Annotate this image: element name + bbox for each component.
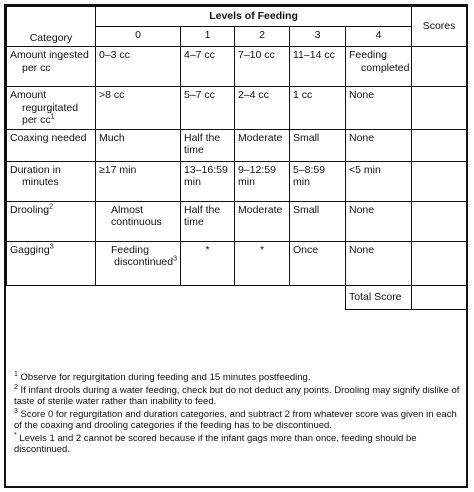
level-cell	[346, 87, 412, 130]
table-row	[7, 161, 467, 201]
cell-text-cont: min	[238, 176, 255, 188]
cell-text-cont: min	[293, 176, 310, 188]
category-label-cont: regurgitated	[22, 101, 79, 114]
cell-text: Small	[293, 131, 320, 144]
footnote-3	[14, 409, 460, 432]
category-label: Duration in	[10, 163, 61, 176]
score-cell	[412, 161, 467, 201]
cell-text: Moderate	[238, 131, 283, 144]
cell-text: 2–4 cc	[238, 89, 269, 101]
level-cell	[346, 129, 412, 161]
cell-text: 11–14 cc	[293, 49, 335, 61]
category-cell	[7, 161, 96, 201]
cell-text: 9–12:59	[238, 163, 276, 176]
cell-text: 1 cc	[293, 89, 313, 101]
level-header-1: 1	[181, 27, 235, 47]
level-cell	[235, 47, 290, 87]
cell-text-cont: time	[184, 144, 204, 156]
cell-text: Almost	[111, 203, 144, 216]
level-cell	[235, 241, 290, 285]
table-row	[7, 87, 467, 130]
footnote-mark: 2	[49, 203, 54, 210]
category-label: Coaxing needed	[10, 131, 87, 144]
cell-text: 7–10 cc	[238, 49, 275, 61]
table-row	[7, 201, 467, 241]
score-cell	[412, 201, 467, 241]
level-header-2: 2	[235, 27, 290, 47]
footnote-mark: 1	[50, 113, 55, 121]
cell-text: >8 cc	[99, 89, 125, 101]
total-score-label: Total Score	[346, 285, 412, 309]
level-cell	[96, 47, 181, 87]
total-row-spacer	[7, 285, 346, 309]
cell-text: Small	[293, 203, 320, 216]
level-cell	[181, 161, 235, 201]
cell-text: None	[349, 89, 375, 101]
level-cell	[235, 161, 290, 201]
category-label-cont: per cc	[22, 114, 51, 126]
feeding-score-document	[4, 4, 468, 488]
footnote-text: Score 0 for regurgitation and duration categories, and subtract 2 from whatever score was given in each of the coaxing and drooling categories if the feeding has to be discontinued.	[14, 408, 457, 431]
level-cell	[290, 87, 346, 130]
level-cell	[290, 47, 346, 87]
cell-text-cont: completed	[361, 61, 410, 74]
score-cell	[412, 129, 467, 161]
score-cell	[412, 87, 467, 130]
footnote-text: Observe for regurgitation during feeding and 15 minutes postfeeding.	[17, 372, 311, 383]
category-cell	[7, 129, 96, 161]
cell-text: 5–7 cc	[184, 89, 215, 101]
level-cell	[235, 87, 290, 130]
table-row	[7, 129, 467, 161]
cell-text-cont: time	[184, 216, 204, 228]
category-cell	[7, 87, 96, 130]
table-row	[7, 241, 467, 285]
asterisk-mark: *	[205, 243, 210, 256]
level-cell	[96, 129, 181, 161]
cell-text: Half the	[184, 203, 221, 216]
footnote-text: Levels 1 and 2 cannot be scored because if the infant gags more than once, feeding should be discontinued.	[14, 432, 417, 455]
cell-text: None	[349, 203, 375, 216]
level-cell	[181, 201, 235, 241]
cell-text-cont: min	[184, 176, 201, 188]
footnote-mark: 3	[14, 407, 18, 415]
footnote-1	[14, 372, 460, 384]
level-cell	[346, 47, 412, 87]
footnote-mark: *	[14, 431, 17, 439]
level-header-4: 4	[346, 27, 412, 47]
footnote-2	[14, 385, 460, 408]
level-cell	[96, 87, 181, 130]
asterisk-mark: *	[259, 243, 265, 256]
footnote-mark: 1	[14, 370, 18, 378]
cell-text: Feeding	[111, 243, 149, 256]
level-cell	[290, 161, 346, 201]
total-row	[7, 285, 467, 309]
category-label: Amount ingested	[10, 49, 89, 61]
level-cell	[181, 129, 235, 161]
level-cell	[346, 161, 412, 201]
footnote-mark: 3	[173, 255, 177, 263]
category-label: Drooling	[10, 203, 50, 216]
category-cell	[7, 241, 96, 285]
cell-text: 0–3 cc	[99, 49, 130, 61]
level-header-3: 3	[290, 27, 346, 47]
cell-text: Moderate	[238, 203, 283, 216]
category-header: Category	[7, 7, 96, 47]
cell-text: Much	[99, 131, 125, 144]
category-label-cont: minutes	[22, 176, 59, 188]
level-cell	[235, 129, 290, 161]
cell-text: <5 min	[349, 163, 381, 176]
level-cell	[181, 241, 235, 285]
cell-text: Half the	[184, 131, 221, 144]
table-row	[7, 47, 467, 87]
footnotes	[14, 372, 460, 457]
total-score-cell	[412, 285, 467, 309]
category-label-cont: per cc	[22, 61, 51, 74]
score-cell	[412, 47, 467, 87]
score-cell	[412, 241, 467, 285]
level-cell	[181, 47, 235, 87]
footnote-asterisk	[14, 433, 460, 456]
level-cell	[290, 129, 346, 161]
level-cell	[290, 241, 346, 285]
level-cell	[346, 201, 412, 241]
cell-text: None	[349, 131, 375, 144]
footnote-mark: 2	[14, 383, 18, 391]
cell-text: 5–8:59	[293, 163, 326, 176]
level-cell	[235, 201, 290, 241]
cell-text: None	[349, 243, 375, 256]
cell-text: ≥17 min	[99, 163, 137, 176]
footnote-mark: 3	[49, 243, 54, 250]
level-cell	[96, 161, 181, 201]
level-cell	[346, 241, 412, 285]
cell-text: 4–7 cc	[184, 49, 215, 61]
level-header-0: 0	[96, 27, 181, 47]
cell-text: Once	[293, 243, 319, 256]
level-cell	[96, 201, 181, 241]
level-cell	[181, 87, 235, 130]
feeding-levels-table	[6, 6, 467, 310]
header-row-levels	[7, 7, 467, 27]
levels-header: Levels of Feeding	[96, 7, 412, 27]
cell-text-cont: continuous	[111, 216, 162, 228]
category-label: Amount	[10, 89, 47, 101]
footnote-text: If infant drools during a water feeding, check but do not deduct any points. Drooling may signify dislike of taste of sterile water rather than inability to feed.	[14, 384, 460, 407]
category-label: Gagging	[10, 243, 50, 256]
scores-header: Scores	[412, 7, 467, 47]
category-cell	[7, 47, 96, 87]
cell-text: Feeding	[349, 49, 387, 61]
category-cell	[7, 201, 96, 241]
cell-text: 13–16:59	[184, 163, 228, 176]
cell-text-cont: discontinued	[114, 256, 174, 268]
level-cell	[96, 241, 181, 285]
level-cell	[290, 201, 346, 241]
